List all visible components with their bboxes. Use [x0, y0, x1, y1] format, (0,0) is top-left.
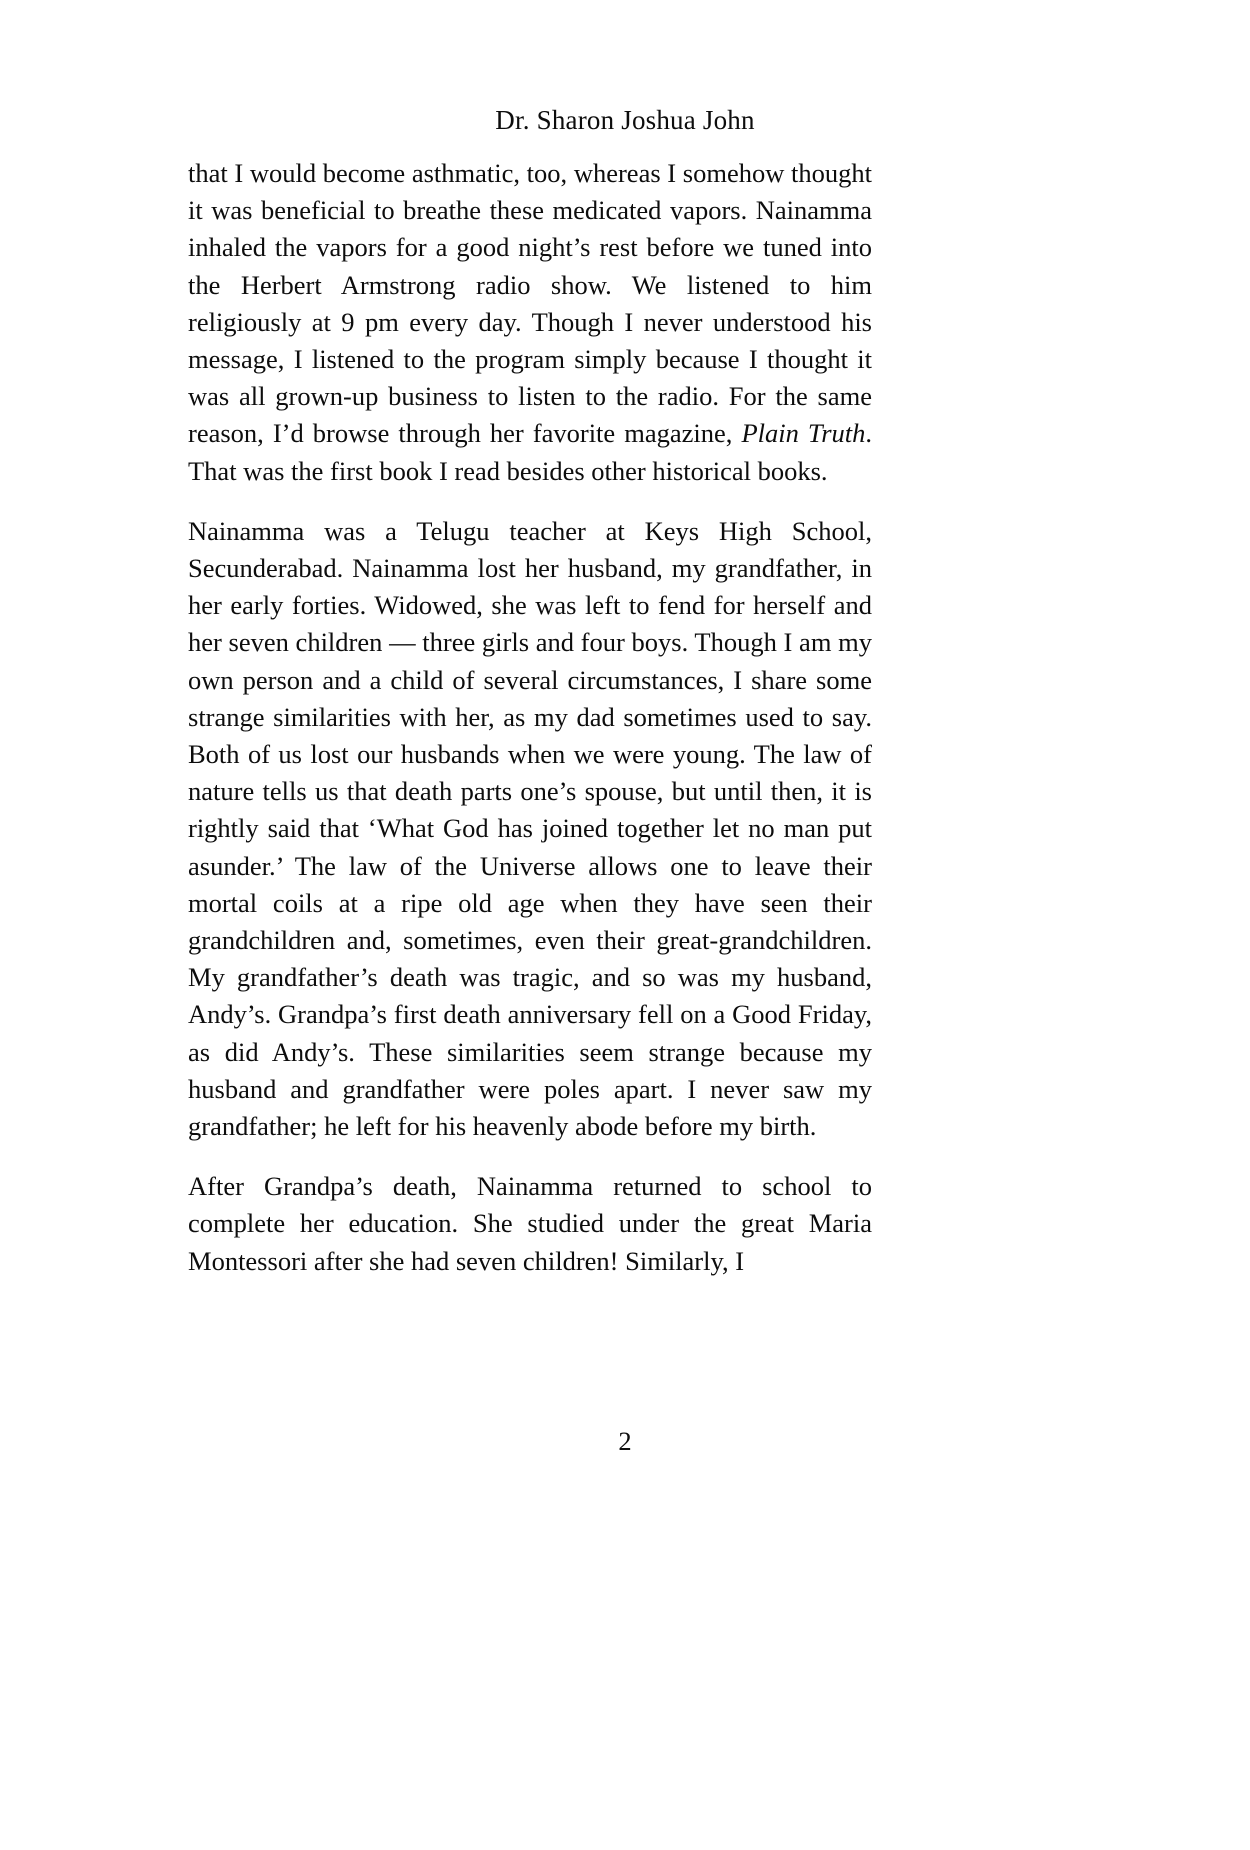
paragraph-para-1: that I would become asthmatic, too, whereas I somehow thought it was beneficial to breathe these medicated vapors. Nainamma inhaled the vapors for a good night’s rest before we tuned into the Herbert Armstrong radio show. We listened to him religiously at 9 pm every day. Though I never understood his message, I listened to the program simply because I thought it was all grown-up business to listen to the radio. For the same reason, I’d browse through her favorite magazine, Plain Truth. That was the first book I read besides other historical books. [188, 158, 872, 486]
body-text-block [188, 155, 872, 1280]
page-number: 2 [618, 1426, 632, 1456]
running-header: Dr. Sharon Joshua John [495, 105, 755, 135]
paragraph-para-3: After Grandpa’s death, Nainamma returned to school to complete her education. She studied under the great Maria Montessori after she had seven children! Similarly, I [188, 1171, 872, 1276]
paragraph-para-2: Nainamma was a Telugu teacher at Keys High School, Secunderabad. Nainamma lost her husband, my grandfather, in her early forties. Widowed, she was left to fend for herself and her seven children — three girls and four boys. Though I am my own person and a child of several circumstances, I share some strange similarities with her, as my dad sometimes used to say. Both of us lost our husbands when we were young. The law of nature tells us that death parts one’s spouse, but until then, it is rightly said that ‘What God has joined together let no man put asunder.’ The law of the Universe allows one to leave their mortal coils at a ripe old age when they have seen their grandchildren and, sometimes, even their great-grandchildren. My grandfather’s death was tragic, and so was my husband, Andy’s. Grandpa’s first death anniversary fell on a Good Friday, as did Andy’s. These similarities seem strange because my husband and grandfather were poles apart. I never saw my grandfather; he left for his heavenly abode before my birth. [188, 515, 872, 1142]
italic-magazine-title: Plain Truth [741, 418, 866, 449]
